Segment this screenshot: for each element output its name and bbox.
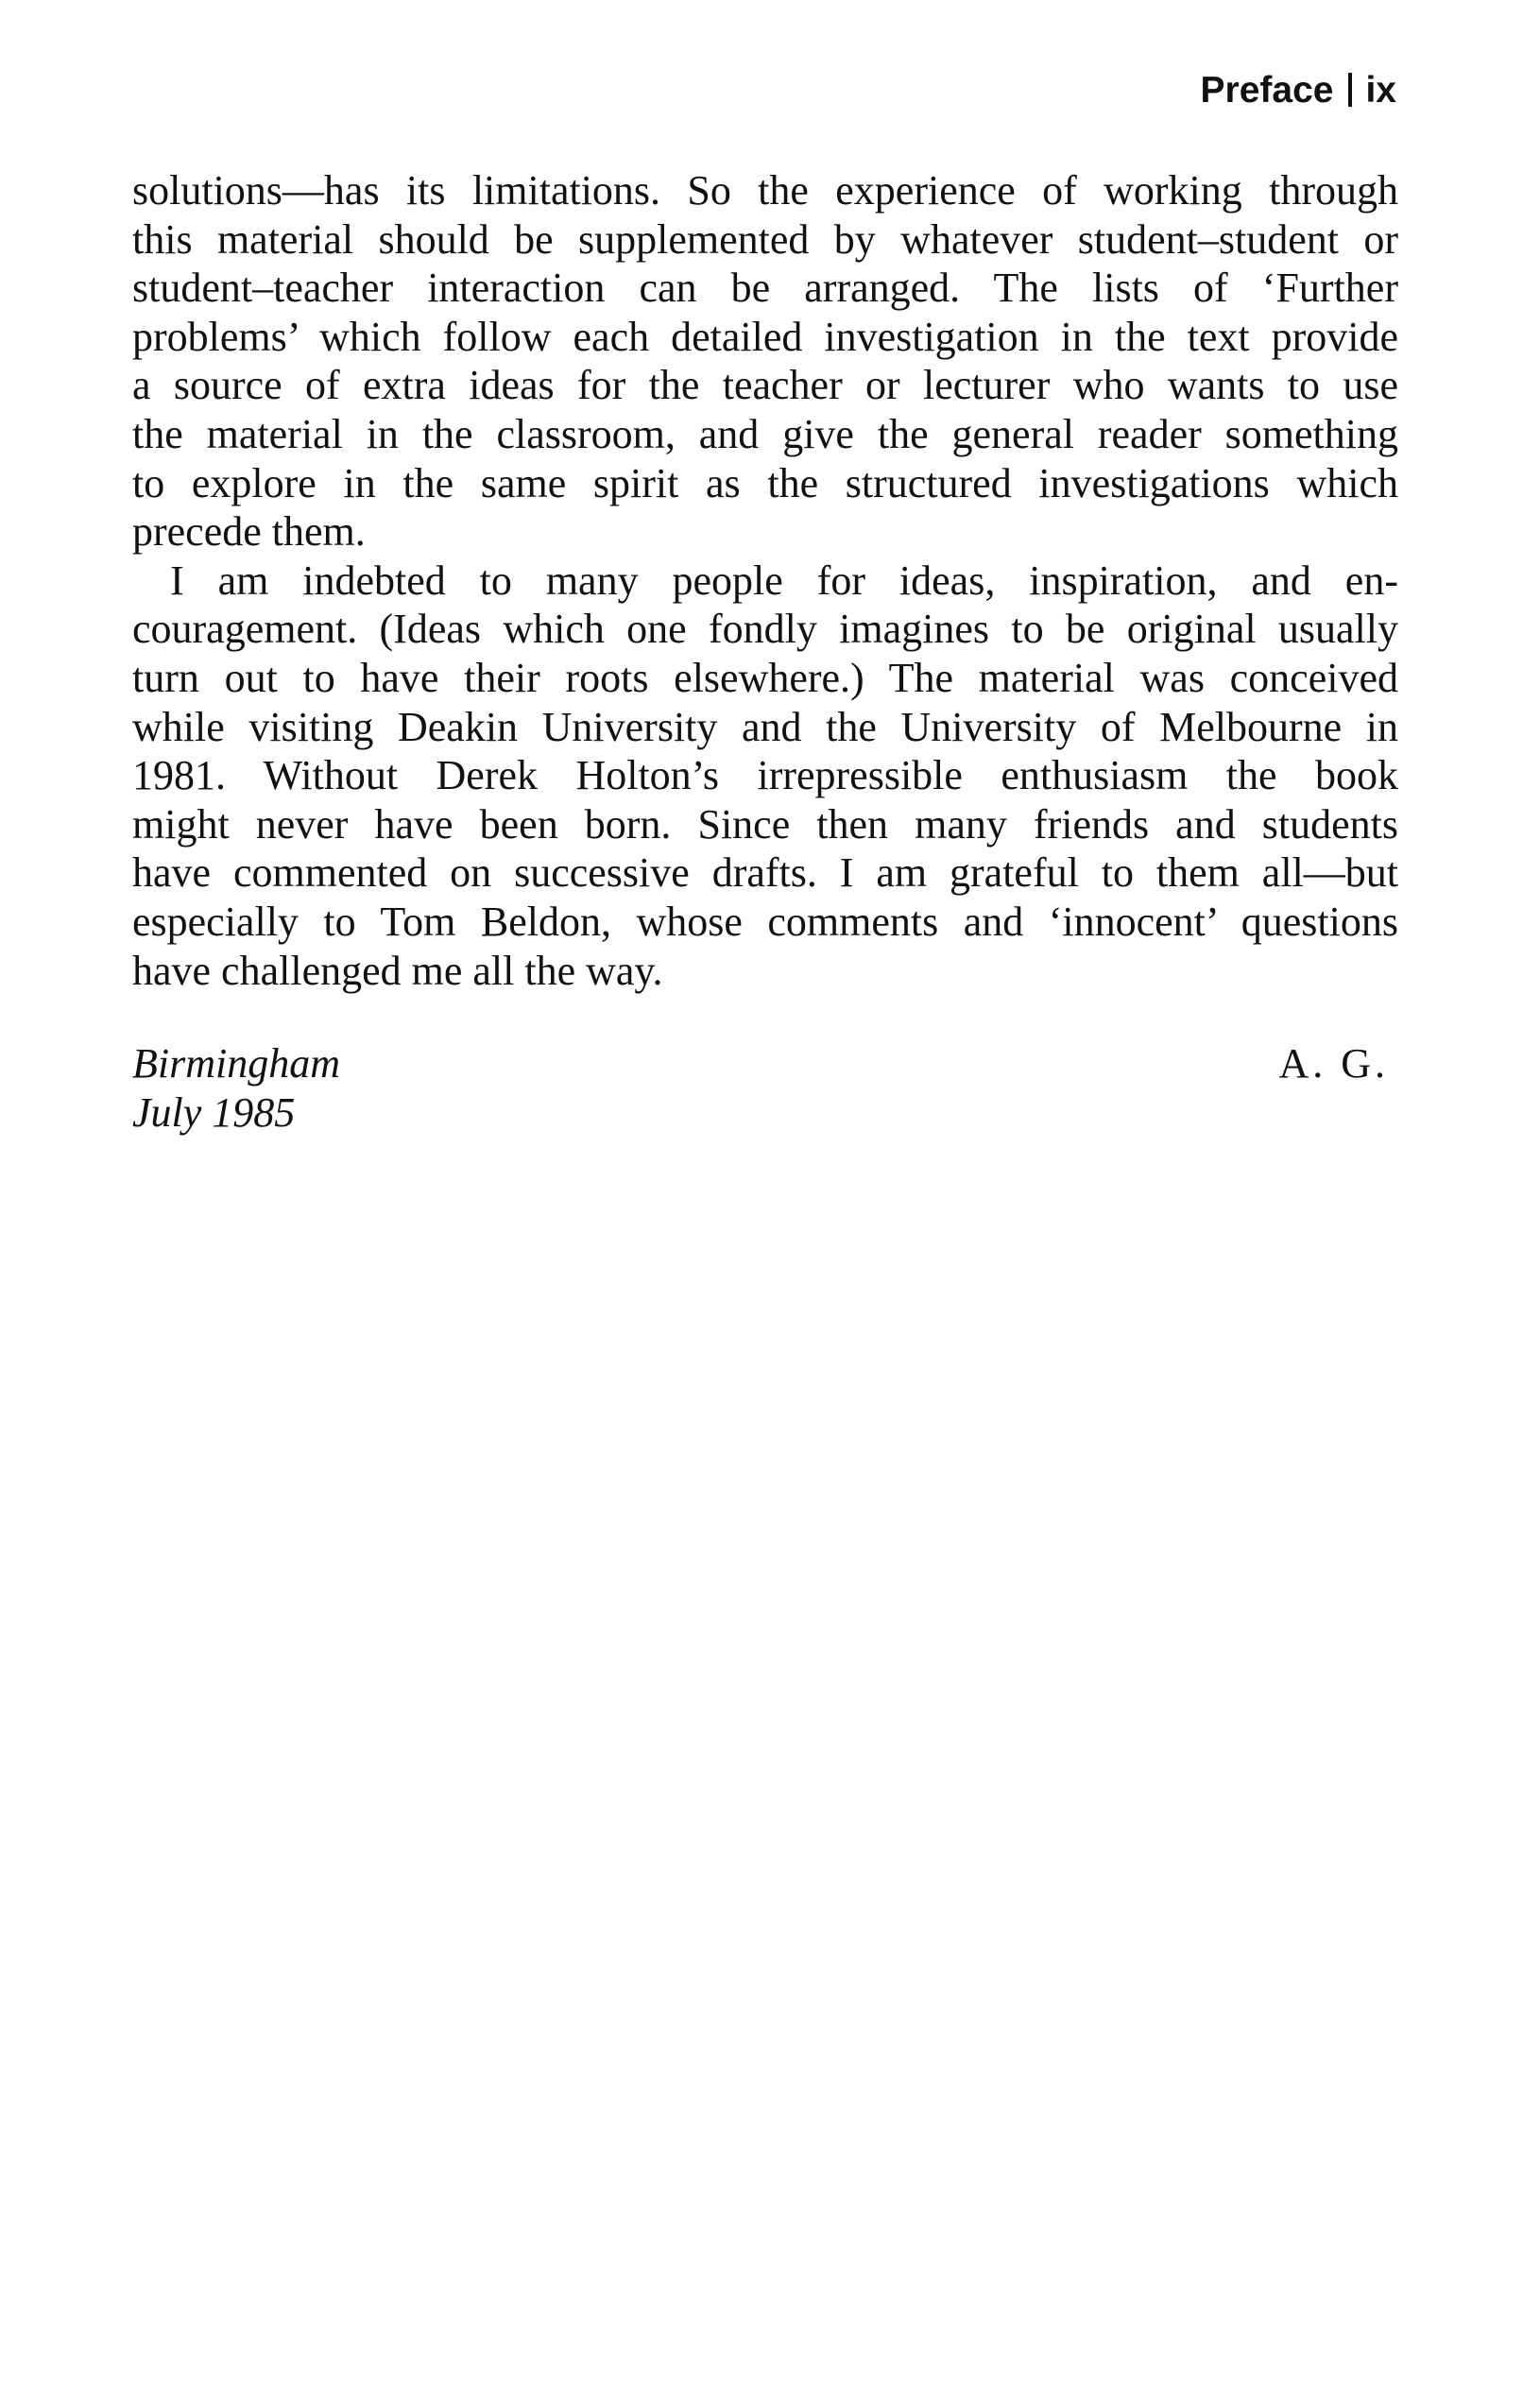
paragraph-2-line: especially to Tom Beldon, whose comments and ‘innocent’ questions [132,898,1398,945]
author-initials: A. G. [1278,1040,1389,1087]
paragraph-2-line: couragement. (Ideas which one fondly imagines to be original usually [132,606,1398,653]
paragraph-2-line: I am indebted to many people for ideas, inspiration, and en- [170,557,1398,604]
running-head-section: Preface [1200,70,1334,111]
paragraph-1-line: this material should be supplemented by whatever student–student or [132,215,1398,263]
paragraph-1-line: the material in the classroom, and give the general reader something [132,410,1398,457]
signature-date: July 1985 [132,1088,296,1136]
paragraph-2-line: have challenged me all the way. [132,947,663,994]
body-text [132,166,1398,995]
paragraph-2-line: 1981. Without Derek Holton’s irrepressible enthusiasm the book [132,752,1398,799]
page-number: ix [1365,70,1396,111]
running-head [1201,72,1396,109]
paragraph-1-line: a source of extra ideas for the teacher or lecturer who wants to use [132,362,1398,409]
signature-block [132,1039,1398,1137]
paragraph-1-line: student–teacher interaction can be arranged. The lists of ‘Further [132,265,1398,312]
paragraph-2-line: have commented on successive drafts. I am grateful to them all—but [132,849,1398,897]
paragraph-2-line: while visiting Deakin University and the University of Melbourne in [132,703,1398,750]
paragraph-1-line: problems’ which follow each detailed investigation in the text provide [132,313,1398,360]
paragraph-1-line: to explore in the same spirit as the structured investigations which [132,459,1398,506]
paragraph-1-line: solutions—has its limitations. So the experience of working through [132,167,1398,214]
paragraph-1-line: precede them. [132,508,366,556]
paragraph-2-line: might never have been born. Since then many friends and students [132,800,1398,848]
paragraph-2-line: turn out to have their roots elsewhere.) The material was conceived [132,654,1398,701]
running-head-separator [1348,73,1352,107]
signature-place: Birmingham [132,1040,340,1087]
